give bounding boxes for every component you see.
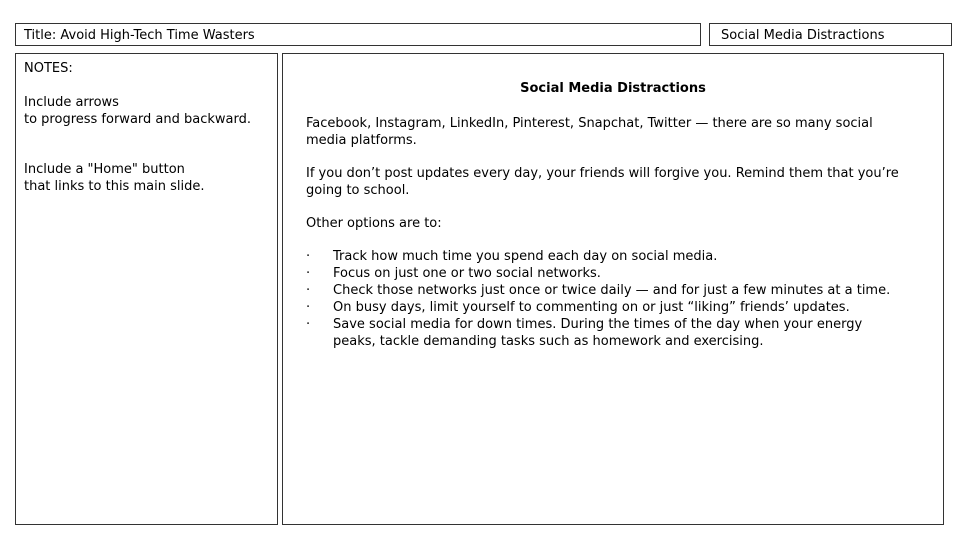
bullet-text: On busy days, limit yourself to commenting on or just “liking” friends’ updates.: [333, 300, 850, 315]
bullet-dot-icon: ·: [306, 283, 311, 298]
notes-heading: NOTES:: [24, 61, 73, 76]
note-home-button: Include a "Home" button that links to this main slide.: [24, 162, 205, 194]
bullet-item: [306, 316, 943, 350]
bullet-item: [306, 265, 943, 282]
note-arrows: Include arrows to progress forward and backward.: [24, 95, 251, 127]
slide-heading: Social Media Distractions: [520, 81, 706, 96]
options-bullet-list: [306, 248, 943, 350]
bullet-text: Check those networks just once or twice daily — and for just a few minutes at a time.: [333, 283, 891, 298]
bullet-dot-icon: ·: [306, 249, 311, 264]
slide-content-panel: [282, 53, 944, 525]
bullet-item: [306, 299, 943, 316]
forgive-paragraph: If you don’t post updates every day, your friends will forgive you. Remind them that you’re going to school.: [306, 166, 899, 198]
bullet-text: Save social media for down times. During the times of the day when your energy peaks, tackle demanding tasks such as homework and exercising.: [333, 317, 863, 349]
section-label-text: Social Media Distractions: [721, 28, 885, 43]
options-paragraph: Other options are to:: [306, 216, 442, 231]
section-label-box: [709, 23, 952, 46]
bullet-item: [306, 248, 943, 265]
slide-title-text: Title: Avoid High-Tech Time Wasters: [24, 28, 255, 43]
bullet-item: [306, 282, 943, 299]
bullet-dot-icon: ·: [306, 300, 311, 315]
bullet-dot-icon: ·: [306, 266, 311, 281]
bullet-dot-icon: ·: [306, 317, 311, 332]
bullet-text: Focus on just one or two social networks.: [333, 266, 601, 281]
slide-title-box: [15, 23, 701, 46]
bullet-text: Track how much time you spend each day on social media.: [333, 249, 718, 264]
notes-panel: [15, 53, 278, 525]
intro-paragraph: Facebook, Instagram, LinkedIn, Pinterest, Snapchat, Twitter — there are so many social media platforms.: [306, 116, 873, 148]
